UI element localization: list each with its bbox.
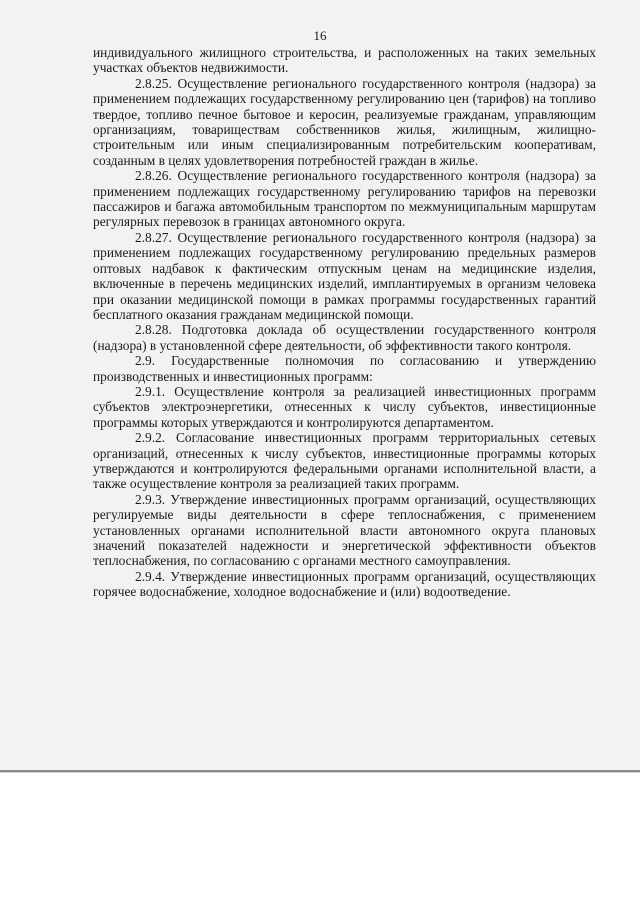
document-body (93, 45, 596, 600)
page-number: 16 (313, 28, 327, 43)
paragraph-2-8-26: 2.8.26. Осуществление регионального государственного контроля (надзора) за применением подлежащих государственному регулированию тарифов на перевозки пассажиров и багажа автомобильным транспортом по межмуниципальным маршрутам регулярных перевозок в границах автономного округа. (93, 168, 596, 230)
paragraph-2-9-3: 2.9.3. Утверждение инвестиционных программ организаций, осуществляющих регулируемые виды деятельности в сфере теплоснабжения, с применением установленных органами исполнительной власти автономного округа плановых значений показателей надежности и энергетической эффективности объектов теплоснабжения, по согласованию с органами местного самоуправления. (93, 491, 596, 569)
paragraph-2-9-4: 2.9.4. Утверждение инвестиционных программ организаций, осуществляющих горячее водоснабжение, холодное водоснабжение и (или) водоотведение. (93, 568, 596, 600)
paragraph-continuation: индивидуального жилищного строительства, и расположенных на таких земельных участках объектов недвижимости. (93, 45, 596, 76)
paragraph-2-9-2: 2.9.2. Согласование инвестиционных программ территориальных сетевых организаций, отнесенных к числу субъектов, инвестиционные программы которых утверждаются и контролируются федеральными органами исполнительной власти, а также осуществление контроля за реализацией таких программ. (93, 430, 596, 492)
paragraph-2-9: 2.9. Государственные полномочия по согласованию и утверждению производственных и инвестиционных программ: (93, 353, 596, 384)
paragraph-2-8-27: 2.8.27. Осуществление регионального государственного контроля (надзора) за применением подлежащих государственному регулированию предельных размеров оптовых надбавок к фактическим отпускным ценам на медицинские изделия, включенные в перечень медицинских изделий, имплантируемых в организм человека при оказании медицинской помощи в рамках программы государственных гарантий бесплатного оказания гражданам медицинской помощи. (93, 229, 596, 322)
paragraph-2-8-28: 2.8.28. Подготовка доклада об осуществлении государственного контроля (надзора) в установленной сфере деятельности, об эффективности такого контроля. (93, 322, 596, 353)
paragraph-2-8-25: 2.8.25. Осуществление регионального государственного контроля (надзора) за применением подлежащих государственному регулированию цен (тарифов) на топливо твердое, топливо печное бытовое и керосин, реализуемые гражданам, управляющим организациям, товариществам собственников жилья, жилищным, жилищно-строительным или иным специализированным потребительским кооперативам, созданным в целях удовлетворения потребностей граждан в жилье. (93, 75, 596, 168)
paragraph-2-9-1: 2.9.1. Осуществление контроля за реализацией инвестиционных программ субъектов электроэнергетики, отнесенных к числу субъектов, инвестиционные программы которых утверждаются и контролируются департаментом. (93, 383, 596, 430)
